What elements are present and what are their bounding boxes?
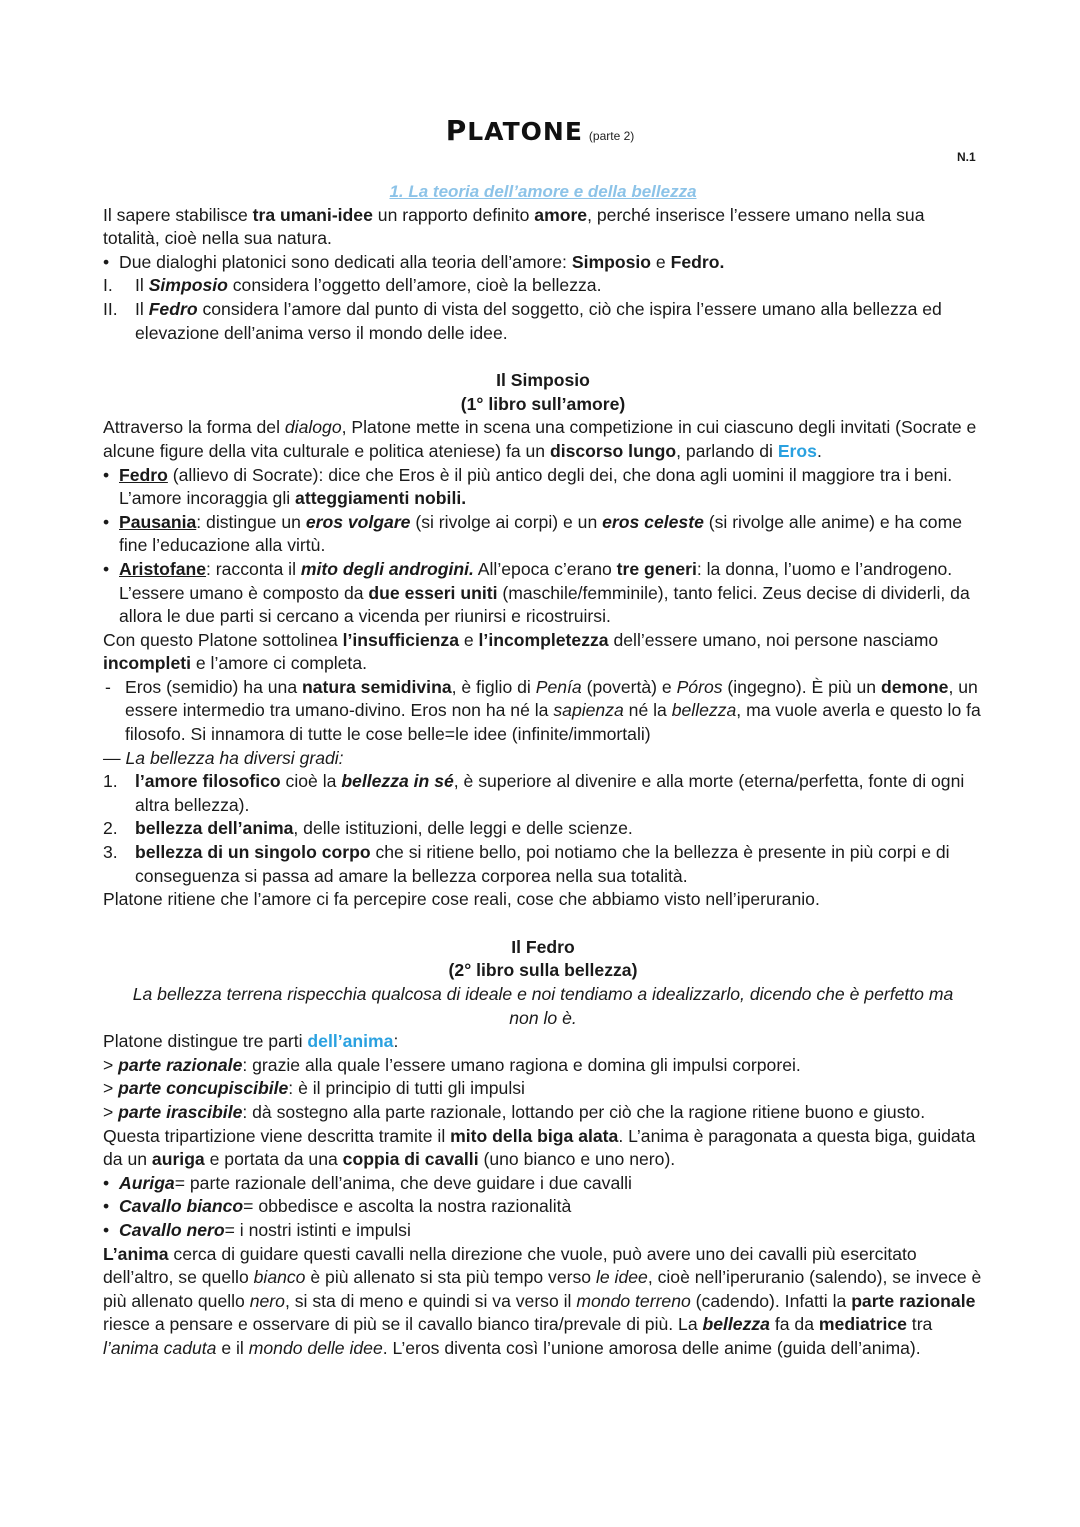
list-item: • Cavallo nero= i nostri istinti e impulsi bbox=[103, 1219, 983, 1243]
list-item: • Fedro (allievo di Socrate): dice che Eros è il più antico degli dei, che dona agli uomini il maggiore tra i beni. L’amore incoraggia gli atteggiamenti nobili. bbox=[103, 464, 953, 509]
page-number: N.1 bbox=[957, 150, 976, 164]
list-item: > parte concupiscibile: è il principio di tutti gli impulsi bbox=[103, 1078, 525, 1099]
bullet-icon: • bbox=[103, 1172, 110, 1193]
list-item: • Due dialoghi platonici sono dedicati alla teoria dell’amore: Simposio e Fedro. bbox=[103, 251, 983, 275]
list-item: 1. l’amore filosofico cioè la bellezza in sé, è superiore al divenire e alla morte (eterna/perfetta, fonte di ogni altra bellezza). bbox=[103, 771, 965, 815]
simposio-paragraph: Con questo Platone sottolinea l’insufficienza e l’incompletezza dell’essere umano, noi persone nasciamo incompleti e l’amore ci completa. bbox=[103, 629, 939, 674]
list-item: • Auriga= parte razionale dell’anima, che deve guidare i due cavalli bbox=[103, 1172, 983, 1196]
bullet-icon: • bbox=[103, 251, 110, 272]
intro-paragraph: Il sapere stabilisce tra umani-idee un rapporto definito amore, perché inserisce l’essere umano nella sua totalità, cioè nella sua natura. bbox=[103, 204, 925, 249]
fedro-conclusion: L’anima cerca di guidare questi cavalli nella direzione che vuole, può avere uno dei cavalli più esercitato dell’altro, se quello bianco è più allenato si sta più tempo verso le idee, cioè nell’iperuranio (salendo), se invece è più allenato quello nero, si sta di meno e quindi si va verso il mondo terreno (cadendo). Infatti la parte razionale riesce a pensare e osservare di più se il cavallo bianco tira/prevale di più. La bellezza fa da mediatrice tra l’anima caduta e il mondo delle idee. L’eros diventa così l’unione amorosa delle anime (guida dell’anima). bbox=[103, 1243, 982, 1358]
title-subtitle: (parte 2) bbox=[588, 129, 635, 143]
document-body bbox=[103, 180, 983, 1361]
list-item: 3. bellezza di un singolo corpo che si ritiene bello, poi notiamo che la bellezza è presente in più corpi e di conseguenza si passa ad amare la bellezza corporea nella sua totalità. bbox=[103, 842, 950, 886]
bullet-icon: • bbox=[103, 1196, 110, 1217]
list-item: I. Il Simposio considera l’oggetto dell’amore, cioè la bellezza. bbox=[103, 275, 602, 296]
list-item: • Aristofane: racconta il mito degli androgini. All’epoca c’erano tre generi: la donna, l’uomo e l’androgeno. L’essere umano è composto da due esseri uniti (maschile/femminile), tanto felici. Zeus decise di dividerli, da allora le due parti si cercano a vicenda per riunirsi e ricostruirsi. bbox=[103, 558, 970, 627]
simposio-subtitle: (1° libro sull’amore) bbox=[460, 393, 626, 414]
fedro-subtitle: (2° libro sulla bellezza) bbox=[448, 960, 638, 981]
list-item: 2. bellezza dell’anima, delle istituzioni, delle leggi e delle scienze. bbox=[103, 818, 633, 839]
list-item: > parte razionale: grazie alla quale l’essere umano ragiona e domina gli impulsi corporei. bbox=[103, 1054, 801, 1075]
simposio-title: Il Simposio bbox=[496, 370, 590, 391]
list-item: > parte irascibile: dà sostegno alla parte razionale, lottando per ciò che la ragione ritiene buono e giusto. Questa tripartizione viene descritta tramite il mito della biga alata. L’anima è paragonata a questa biga, guidata da un auriga e portata da una coppia di cavalli (uno bianco e uno nero). bbox=[103, 1101, 976, 1170]
bullet-icon: • bbox=[103, 558, 110, 579]
simposio-conclusion: Platone ritiene che l’amore ci fa percepire cose reali, cose che abbiamo visto nell’iperuranio. bbox=[103, 889, 820, 910]
bullet-icon: • bbox=[103, 1219, 110, 1240]
list-item: II. Il Fedro considera l’amore dal punto di vista del soggetto, ciò che ispira l’essere umano alla bellezza ed elevazione dell’anima verso il mondo delle idee. bbox=[103, 298, 942, 343]
bullet-icon: • bbox=[103, 464, 110, 485]
beauty-degrees-label: — La bellezza ha diversi gradi: bbox=[103, 747, 344, 768]
section-heading: 1. La teoria dell’amore e della bellezza bbox=[389, 182, 697, 201]
fedro-title: Il Fedro bbox=[511, 936, 575, 957]
fedro-quote: La bellezza terrena rispecchia qualcosa di ideale e noi tendiamo a idealizzarlo, dicendo che è perfetto ma non lo è. bbox=[132, 984, 954, 1028]
simposio-intro: Attraverso la forma del dialogo, Platone mette in scena una competizione in cui ciascuno degli invitati (Socrate e alcune figure della vita culturale e politica ateniese) fa un discorso lungo, parlando di Eros. bbox=[103, 417, 977, 461]
list-item: • Pausania: distingue un eros volgare (si rivolge ai corpi) e un eros celeste (si rivolge alle anime) e ha come fine l’educazione alla virtù. bbox=[103, 511, 963, 556]
fedro-intro: Platone distingue tre parti dell’anima: bbox=[103, 1031, 399, 1052]
page-title bbox=[0, 114, 1080, 147]
bullet-icon: • bbox=[103, 511, 110, 532]
list-item: - Eros (semidio) ha una natura semidivina, è figlio di Penía (povertà) e Póros (ingegno). È più un demone, un essere intermedio tra umano-divino. Eros non ha né la sapienza né la bellezza, ma vuole averla e questo lo fa filosofo. Si innamora di tutte le cose belle=le idee (infinite/immortali) bbox=[105, 676, 981, 745]
list-item: • Cavallo bianco= obbedisce e ascolta la nostra razionalità bbox=[103, 1195, 983, 1219]
title-text: PLATONE bbox=[445, 114, 583, 147]
